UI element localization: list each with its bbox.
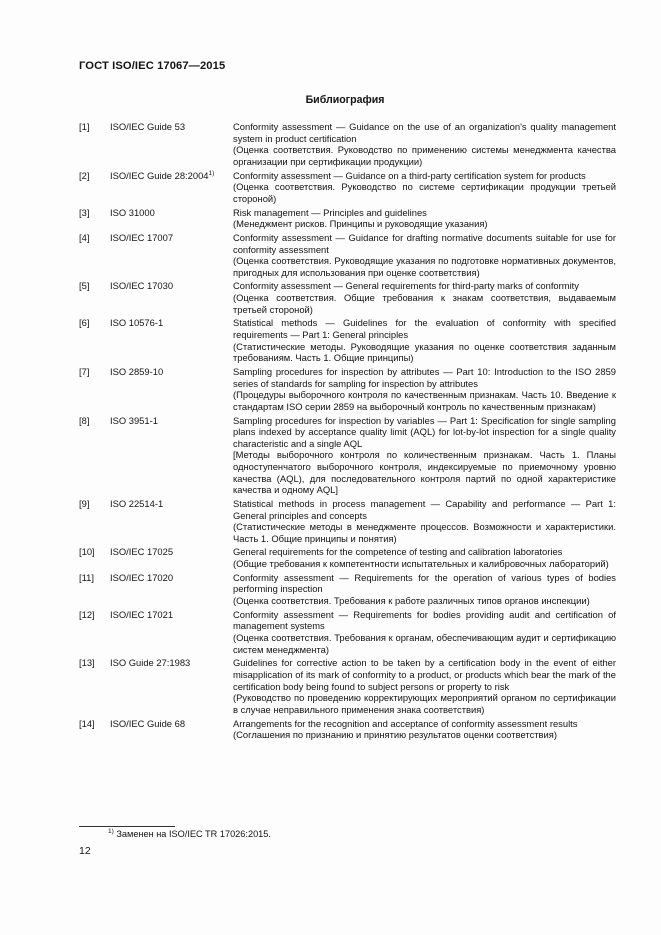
standard-designation [110, 572, 233, 607]
english-title: Guidelines for corrective action to be taken by a certification body in the event of either misapplication of its mark of conformity to a product, or products which bear the mark of the certification body being found to subject persons or property to risk [233, 657, 616, 692]
russian-title: (Оценка соответствия. Руководящие указания по подготовке нормативных документов, пригодных для использования при оценке соответствия) [233, 255, 616, 278]
document-code-header: ГОСТ ISO/IEC 17067—2015 [79, 60, 226, 72]
reference-number: [2] [79, 169, 90, 181]
bibliography-entry [79, 280, 616, 315]
bibliography-entry [79, 718, 616, 741]
bibliography-entry [79, 546, 616, 569]
reference-description [233, 609, 616, 655]
reference-description [233, 366, 616, 412]
russian-title: (Оценка соответствия. Требования к работе различных типов органов инспекции) [233, 595, 590, 607]
standard-code: ISO/IEC 17007 [110, 231, 174, 243]
english-title: Sampling procedures for inspection by variables — Part 1: Specification for single sampling plans indexed by acceptance quality limit (AQL) for lot-by-lot inspection for a single quality characteristic and a single AQL [233, 414, 616, 449]
reference-description [233, 498, 616, 544]
english-title: Risk management — Principles and guidelines [233, 206, 427, 218]
russian-title: (Статистические методы в менеджменте процессов. Возможности и характеристики. Часть 1. Общие принципы и понятия) [233, 521, 616, 544]
english-title: Conformity assessment — Requirements for the operation of various types of bodies performing inspection [233, 571, 616, 595]
reference-description [233, 415, 616, 496]
standard-designation [110, 498, 233, 544]
reference-number: [14] [79, 717, 95, 729]
standard-code: ISO/IEC Guide 68 [110, 717, 186, 729]
standard-designation [110, 317, 233, 363]
reference-number: [3] [79, 206, 90, 218]
reference-number: [9] [79, 497, 90, 509]
section-title: Библиография [305, 94, 385, 106]
bibliography-list [79, 121, 616, 743]
standard-code: ISO 3951-1 [110, 414, 158, 426]
bibliography-entry [79, 498, 616, 544]
reference-description [233, 170, 616, 205]
russian-title: (Руководство по проведению корректирующих мероприятий органом по сертификации в случае неправильного применения знака соответствия) [233, 692, 616, 715]
standard-code: ISO/IEC Guide 28:2004 [110, 169, 209, 181]
standard-code: ISO 31000 [110, 206, 155, 218]
english-title: Statistical methods in process management — Capability and performance — Part 1: General principles and concepts [233, 497, 616, 521]
english-title: Statistical methods — Guidelines for the evaluation of conformity with specified requirements — Part 1: General principles [233, 317, 616, 341]
reference-description [233, 317, 616, 363]
russian-title: (Оценка соответствия. Руководство по системе сертификации продукции третьей стороной) [233, 181, 616, 204]
reference-number: [7] [79, 366, 90, 377]
russian-title: (Оценка соответствия. Требования к органам, обеспечивающим аудит и сертификацию систем менеджмента) [233, 632, 616, 655]
russian-title: (Статистические методы. Руководящие указания по оценке соответствия заданным требованиям. Часть 1. Общие принципы) [233, 340, 616, 364]
english-title: Conformity assessment — General requirements for third-party marks of conformity [233, 280, 579, 292]
reference-number: [5] [79, 280, 90, 292]
reference-number: [10] [79, 546, 95, 558]
russian-title: (Процедуры выборочного контроля по качественным признакам. Часть 10. Введение к стандартам ISO серии 2859 на выборочный контроль по качественным признакам) [233, 389, 616, 412]
standard-designation [110, 232, 233, 278]
standard-code: ISO 2859-10 [110, 366, 164, 377]
footnote-divider [79, 826, 175, 827]
standard-code: ISO/IEC 17021 [110, 608, 174, 620]
reference-description [233, 546, 616, 569]
reference-number: [6] [79, 317, 90, 329]
bibliography-entry [79, 317, 616, 363]
standard-code: ISO/IEC 17025 [110, 546, 174, 558]
reference-description [233, 232, 616, 278]
bibliography-entry [79, 170, 616, 205]
bibliography-entry [79, 572, 616, 607]
bibliography-entry [79, 657, 616, 715]
russian-title: [Методы выборочного контроля по количественным признакам. Часть 1. Планы одноступенчатого выборочного контроля, индексируемые по приемочному уровню качества (AQL), для последовательного контроля партий по одной характеристике качества и одному AQL] [233, 449, 616, 496]
reference-number: [13] [79, 657, 95, 669]
reference-description [233, 280, 616, 315]
footnote [108, 828, 271, 839]
english-title: Sampling procedures for inspection by attributes — Part 10: Introduction to the ISO 2859 series of standards for sampling for inspection by attributes [233, 366, 616, 389]
bibliography-entry [79, 207, 616, 230]
russian-title: (Соглашения по признанию и принятию результатов оценки соответствия) [233, 729, 557, 741]
bibliography-entry [79, 609, 616, 655]
reference-number: [4] [79, 231, 90, 243]
bibliography-entry [79, 121, 616, 167]
standard-designation [110, 657, 233, 715]
page-number: 12 [79, 845, 91, 857]
footnote-reference: 1) [208, 169, 215, 177]
bibliography-entry [79, 366, 616, 412]
standard-code: ISO/IEC 17030 [110, 280, 174, 292]
english-title: Conformity assessment — Guidance on a third-party certification system for products [233, 169, 586, 181]
russian-title: (Оценка соответствия. Руководство по применению системы менеджмента качества организации при сертификации продукции) [233, 144, 616, 167]
standard-designation [110, 546, 233, 569]
standard-code: ISO/IEC Guide 53 [110, 121, 186, 132]
reference-description [233, 121, 616, 167]
reference-number: [1] [79, 121, 90, 132]
standard-designation [110, 609, 233, 655]
english-title: Conformity assessment — Guidance on the use of an organization's quality management system in product certification [233, 121, 616, 144]
footnote-mark: 1) [108, 828, 114, 835]
standard-designation [110, 121, 233, 167]
english-title: Conformity assessment — Guidance for drafting normative documents suitable for use for conformity assessment [233, 231, 616, 255]
standard-code: ISO 22514-1 [110, 497, 164, 509]
standard-designation [110, 170, 233, 205]
reference-number: [12] [79, 608, 95, 620]
russian-title: (Оценка соответствия. Общие требования к знакам соответствия, выдаваемым третьей стороной) [233, 292, 616, 315]
footnote-text: Заменен на ISO/IEC TR 17026:2015. [116, 829, 271, 840]
reference-description [233, 572, 616, 607]
bibliography-entry [79, 232, 616, 278]
standard-code: ISO/IEC 17020 [110, 571, 174, 583]
russian-title: (Общие требования к компетентности испытательных и калибровочных лабораторий) [233, 558, 609, 570]
standard-designation [110, 415, 233, 496]
reference-description [233, 657, 616, 715]
standard-designation [110, 366, 233, 412]
english-title: General requirements for the competence of testing and calibration laboratories [233, 546, 563, 558]
standard-designation [110, 207, 233, 230]
reference-description [233, 718, 616, 741]
standard-designation [110, 280, 233, 315]
english-title: Arrangements for the recognition and acceptance of conformity assessment results [233, 717, 578, 729]
reference-number: [11] [79, 571, 94, 583]
standard-code: ISO Guide 27:1983 [110, 657, 191, 669]
english-title: Conformity assessment — Requirements for bodies providing audit and certification of management systems [233, 608, 616, 632]
reference-number: [8] [79, 414, 90, 426]
reference-description [233, 207, 616, 230]
standard-code: ISO 10576-1 [110, 317, 164, 329]
russian-title: (Менеджмент рисков. Принципы и руководящие указания) [233, 218, 488, 230]
bibliography-entry [79, 415, 616, 496]
standard-designation [110, 718, 233, 741]
